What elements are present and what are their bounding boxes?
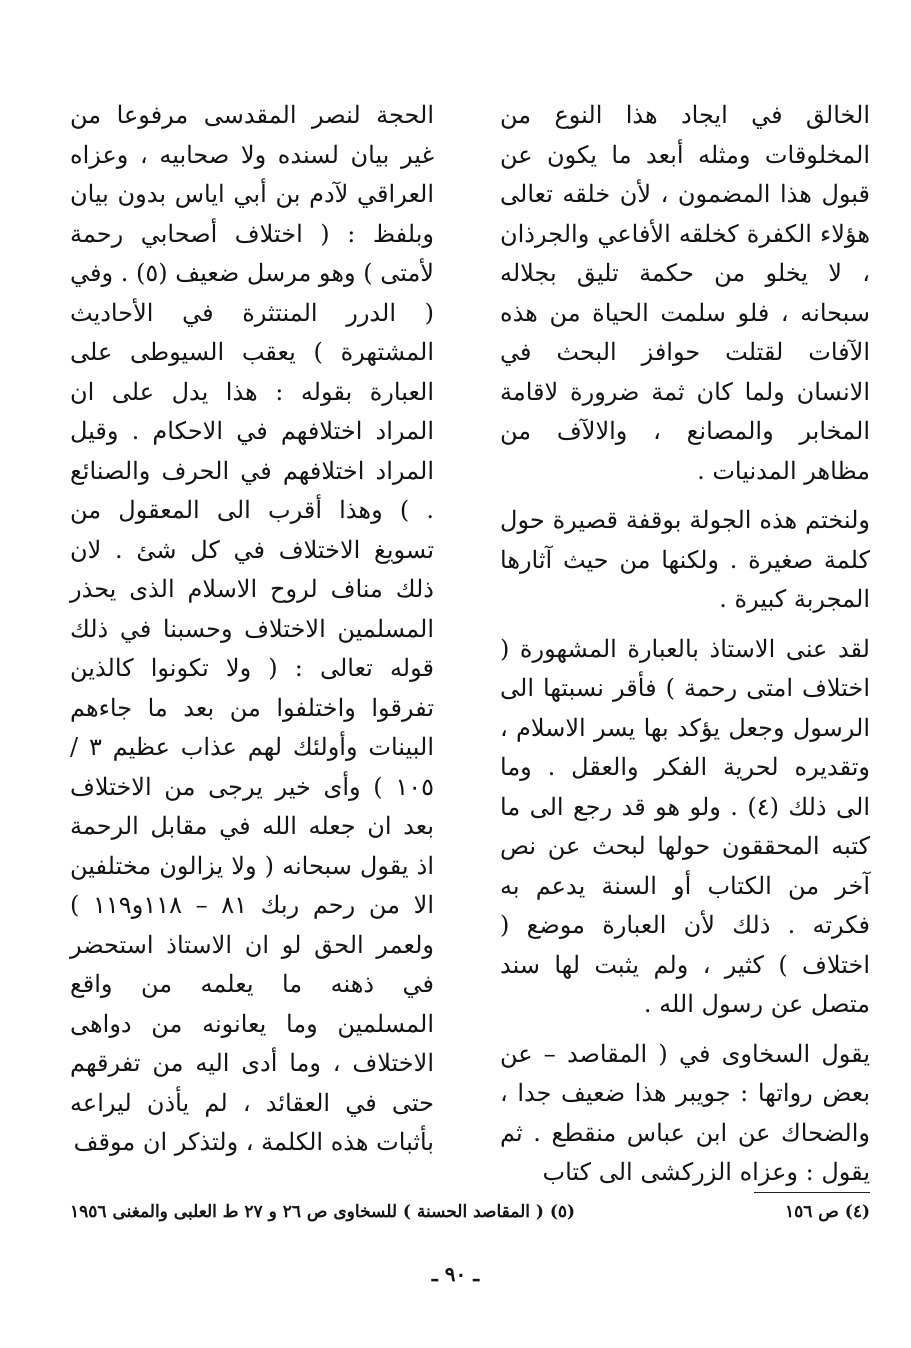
paragraph: يقول السخاوى في ( المقاصد – عن بعض رواتها : جويبر هذا ضعيف جدا ، والضحاك عن ابن عباس منقطع . ثم يقول : وعزاه الزركشى الى كتاب bbox=[500, 1039, 870, 1186]
paragraph: لقد عنى الاستاذ بالعبارة المشهورة ( اختلاف امتى رحمة ) فأقر نسبتها الى الرسول وجعل يؤكد بها يسر الاسلام ، وتقديره لحرية الفكر والعقل . وما الى ذلك (٤) . ولو هو قد رجع الى ما كتبه المحققون حولها لبحث عن نص آخر من الكتاب أو السنة يدعم به فكرته . ذلك لأن العبارة موضع ( اختلاف ) كثير ، ولم يثبت لها سند متصل عن رسول الله . bbox=[500, 634, 871, 1018]
footnote-divider bbox=[754, 1192, 870, 1193]
page-number: ـ ٩٠ ـ bbox=[431, 1262, 480, 1286]
paragraph: الحجة لنصر المقدسى مرفوعا من غير بيان لسنده ولا صحابيه ، وعزاه العراقي لآدم بن أبي اياس بدون بيان وبلفظ : ( اختلاف أصحابي رحمة لأمتى ) وهو مرسل ضعيف (٥) . وفي ( الدرر المنتثرة في الأحاديث المشتهرة ) يعقب السيوطى على العبارة بقوله : هذا يدل على ان المراد اختلافهم في الاحكام . وقيل المراد اختلافهم في الحرف والصنائع . ) وهذا أقرب الى المعقول من تسويغ الاختلاف في كل شئ . لان ذلك مناف لروح الاسلام الذى يحذر المسلمين الاختلاف وحسبنا في ذلك قوله تعالى : ( ولا تكونوا كالذين تفرقوا واختلفوا من بعد ما جاءهم البينات وأولئك لهم عذاب عظيم ٣ / ١٠٥ ) وأى خير يرجى من الاختلاف بعد ان جعله الله في مقابل الرحمة اذ يقول سبحانه ( ولا يزالون مختلفين الا من رحم ربك ٨١ – ١١٨و١١٩ ) ولعمر الحق لو ان الاستاذ استحضر في ذهنه ما يعلمه من واقع المسلمين وما يعانونه من دواهى الاختلاف ، وما أدى اليه من تفرقهم حتى في العقائد ، لم يأذن ليراعه بأثبات هذه الكلمة ، ولتذكر ان موقف bbox=[70, 101, 435, 1156]
paragraph: الخالق في ايجاد هذا النوع من المخلوقات ومثله أبعد ما يكون عن قبول هذا المضمون ، لأن خلقه تعالى هؤلاء الكفرة كخلقه الأفاعي والجرذان ، لا يخلو من حكمة تليق بجلاله سبحانه ، فلو سلمت الحياة من هذه الآفات لقتلت حوافز البحث في الانسان ولما كان ثمة ضرورة لاقامة المخابر والمصانع ، والالآف من مظاهر المدنيات . bbox=[500, 101, 870, 485]
footnote-4: (٤) ص ١٥٦ bbox=[784, 1202, 870, 1222]
footnote-5: (٥) ( المقاصد الحسنة ) للسخاوى ص ٢٦ و ٢٧ ط العلبى والمغنى ١٩٥٦ bbox=[70, 1202, 576, 1222]
paragraph: ولنختم هذه الجولة بوقفة قصيرة حول كلمة صغيرة . ولكنها من حيث آثارها المجربة كبيرة . bbox=[500, 506, 870, 613]
right-column bbox=[500, 96, 870, 1193]
left-column bbox=[70, 96, 434, 1163]
